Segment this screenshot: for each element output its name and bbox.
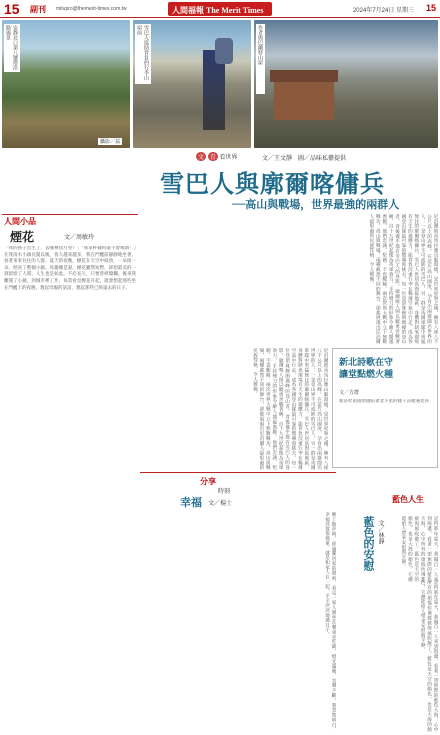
page-header (0, 0, 440, 18)
photo-lodge (254, 20, 438, 148)
photo-caption-porters: 雪巴人協助背負的行李山屋前 (135, 24, 151, 84)
poem-box (332, 348, 438, 468)
column-rule (2, 214, 138, 215)
happiness-body: 晚上散步時，經過鄰居家的窗前，看見一家人圍坐在餐桌旁吃飯，燈光溫暖，笑聲不斷。我忽然明白，幸福其實很簡單，就是和家人在一起，平平淡淡地過日子。 (324, 512, 336, 732)
blue-body-upper: 記得那年夏天，我獨自一人來到海邊，看著一望無際的藍色大海，心中所有的煩惱彷彿都被海風吹散了。藍色是天空的顏色，也是大海的顏色，它總能給人帶來安慰與平靜。 (400, 516, 438, 582)
photo-caption-lodge: 作者與巴蘭特山屋 (256, 24, 265, 94)
happiness-section-2: 時刻 (218, 489, 231, 495)
page-number: 15 (4, 1, 20, 17)
photo-sherpa-porters (133, 20, 251, 148)
article-byline: 文／王文靜 圖／品味私藝提供 (262, 156, 347, 162)
article-series (196, 152, 237, 161)
column-rule (140, 472, 336, 473)
happiness-title: 幸福 (180, 496, 202, 509)
blue-body-lower: 記得那年夏天，我獨自一人來到海邊，看著一望無際的藍色大海，心中所有的煩惱彷彿都被海風吹散了。藍色是天空的顏色，也是大海的顏色，它總能給人帶來安慰與平靜。 (420, 580, 438, 732)
masthead-logo: 人間福報 The Merit Times (168, 2, 272, 16)
happiness-byline: 文／楊士 (208, 501, 233, 507)
happiness-section: 分享 (200, 477, 216, 486)
poem-title: 新北詩歌在守讓堂點燃火種 (339, 358, 394, 380)
page-label: 15 (425, 3, 436, 13)
issue-date: 2024年7月24日 星期三 (352, 8, 414, 14)
smoke-section: 人間小品 (4, 217, 36, 226)
section-name: 副刊 (30, 5, 46, 14)
smoke-title: 煙花 (10, 230, 35, 244)
photo-caption-trail: 安靜北口第八號塔沿路風景 (5, 25, 18, 70)
section-email: mitupro@themerit-times.com.tw (56, 6, 127, 12)
poem-body: 新莊杜甫園原創陪著北斗星的樣子詩歌遇見你 (339, 399, 429, 404)
blue-section: 藍色人生 (392, 495, 424, 504)
article-body-upper: 尼泊爾被喜馬拉雅山脈環繞，是世界屋脊之國，擁有八座八千公尺以上的高峰。在這片高山國度，孕育出兩群聞名世界的人：一是登山界不可或缺的雪巴人，另一群是英國軍隊中勇猛無比的廓爾喀傭兵。雪巴人世居高海拔地區，身體對缺氧環境有天生的適應力，能背負沉重行李在稀薄空氣中行走，成為各國登山隊最可靠的嚮導與挑夫。每一位登頂珠穆朗瑪峰的登山者，背後幾乎都有雪巴人的身影。廓爾喀人則以驍勇善戰著稱，自十九世紀起便為英軍效力，手持彎刀的形象令敵人聞風喪膽。他們忠誠、堅韌、不畏艱險，兩次世界大戰中立下無數戰功。高山與戰場，兩種截然不同的舞台，卻都展現出尼泊爾人最堅毅的民族性格，令人敬佩。 (368, 214, 438, 344)
series-name: 看世界 (219, 155, 238, 161)
smoke-byline: 文／周敏玲 (64, 235, 95, 241)
series-badge-2: 青 (208, 152, 218, 161)
poem-byline: 文／方群 (339, 390, 360, 396)
blue-title: 藍色的安慰 (362, 516, 375, 571)
photo-mountain-trail (2, 20, 130, 148)
article-body-lower: 尼泊爾被喜馬拉雅山脈環繞，是世界屋脊之國，擁有八座八千公尺以上的高峰。在這片高山國度，孕育出兩群聞名世界的人：一是登山界不可或缺的雪巴人，另一群是英國軍隊中勇猛無比的廓爾喀傭兵。雪巴人世居高海拔地區，身體對缺氧環境有天生的適應力，能背負沉重行李在稀薄空氣中行走，成為各國登山隊最可靠的嚮導與挑夫。每一位登頂珠穆朗瑪峰的登山者，背後幾乎都有雪巴人的身影。廓爾喀人則以驍勇善戰著稱，自十九世紀起便為英軍效力，手持彎刀的形象令敵人聞風喪膽。他們忠誠、堅韌、不畏艱險，兩次世界大戰中立下無數戰功。高山與戰場，兩種截然不同的舞台，卻都展現出尼泊爾人最堅毅的民族性格，令人敬佩。 (252, 348, 328, 470)
photo-credit: 攝影／翁 (100, 139, 121, 145)
article-title: 雪巴人與廓爾喀傭兵 (160, 169, 385, 198)
article-subtitle: ──高山與戰場，世界最強的兩群人 (232, 198, 400, 211)
blue-byline: 文／林靜 (377, 520, 383, 544)
series-badge-1: 文 (196, 152, 206, 161)
smoke-body: 「我的孩子出生了，去哪裡找月亮？」「我拿杯錢時還不會喝酒！」在我清水小鎮長髮以後，客人越來越多，我在門檻前靜靜地坐著，看著來來往往的人群。夏天的夜晚，煙花在天空中綻放，一朵接一朵，照亮了整個小鎮。母親總是說，煙花雖然短暫，卻把最美的一刻留給了人間。人生也是如此，不必長久，只要曾經燦爛。後來我離開了小鎮，到城市裡工作，每當看見煙花升起，就會想起那些坐在門檻上的夜晚，想起母親的話語，想起那些已經遠去的日子。 (4, 246, 136, 291)
